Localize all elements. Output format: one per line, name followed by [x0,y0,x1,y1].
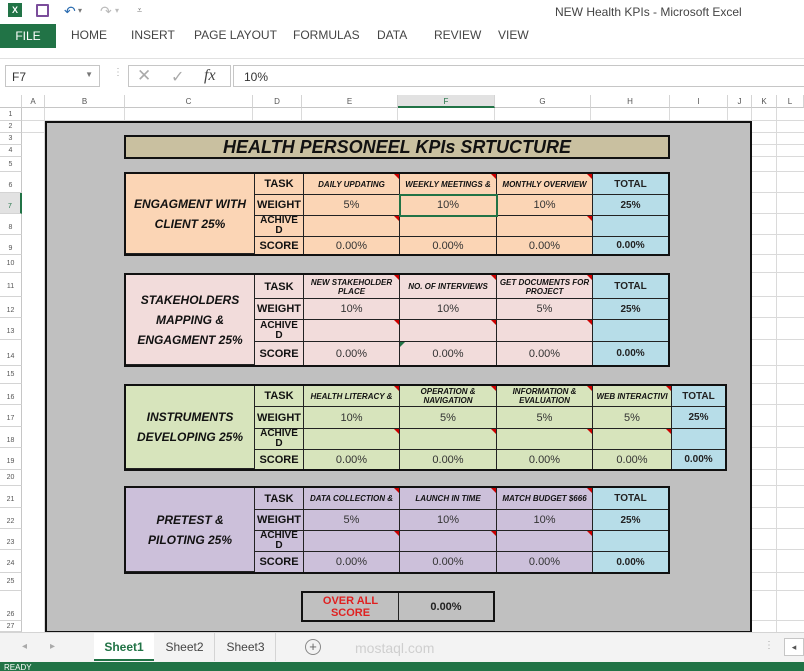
insert-function-icon[interactable]: fx [204,67,216,84]
weight-label[interactable]: WEIGHT [255,407,304,429]
comment-indicator-icon[interactable] [587,320,592,325]
total-score-cell[interactable]: 0.00% [672,450,725,469]
section-title[interactable]: STAKEHOLDERS MAPPING & ENGAGMENT 25% [126,275,255,365]
gridline [752,383,804,384]
score-cell[interactable]: 0.00% [304,450,400,469]
redo-icon[interactable]: ↷ [100,3,112,19]
name-box[interactable] [5,65,100,87]
achived-cell[interactable] [304,320,400,342]
select-all-corner[interactable] [0,95,22,108]
comment-indicator-icon[interactable] [491,275,496,280]
achived-cell[interactable] [400,320,497,342]
comment-indicator-icon[interactable] [491,429,496,434]
task-cell[interactable] [497,275,593,299]
score-cell[interactable]: 0.00% [400,237,497,254]
window-title: NEW Health KPIs - Microsoft Excel [555,5,742,19]
comment-indicator-icon[interactable] [587,386,592,391]
comment-indicator-icon[interactable] [587,488,592,493]
gridline [752,171,804,172]
comment-indicator-icon[interactable] [491,488,496,493]
task-name: HEALTH LITERACY & [310,391,393,401]
section-title[interactable]: INSTRUMENTS DEVELOPING 25% [126,386,255,469]
col-header-a[interactable]: A [22,95,45,108]
scroll-right-icon[interactable]: ▸ [50,641,56,652]
gridline [776,108,777,632]
section-stakeholders-mapping [124,273,670,367]
gridline [752,485,804,486]
tab-review[interactable]: REVIEW [434,28,482,42]
weight-cell[interactable]: 5% [593,407,672,429]
undo-icon[interactable]: ↶ [64,3,76,19]
task-cell[interactable] [304,174,400,195]
total-label[interactable]: TOTAL [593,174,668,195]
task-cell[interactable] [497,488,593,510]
tab-file[interactable]: FILE [0,24,56,48]
weight-cell[interactable]: 10% [497,510,593,531]
col-header-e[interactable]: E [302,95,398,108]
tab-data[interactable]: DATA [377,28,408,42]
achived-cell[interactable] [304,429,400,450]
row-header-2[interactable]: 2 [0,121,22,133]
section-title[interactable]: PRETEST & PILOTING 25% [126,488,255,572]
task-name: NO. OF INTERVIEWS [408,282,488,291]
task-name: OPERATION & NAVIGATION [420,387,476,405]
gridline [752,296,804,297]
tab-formulas[interactable]: FORMULAS [293,28,360,42]
row-header-22[interactable]: 22 [0,508,22,529]
comment-indicator-icon[interactable] [587,531,592,536]
row-header-14[interactable]: 14 [0,340,22,366]
col-header-g[interactable]: G [495,95,591,108]
comment-indicator-icon[interactable] [491,320,496,325]
total-weight-cell[interactable]: 25% [593,195,668,216]
weight-label[interactable]: WEIGHT [255,510,304,531]
score-cell[interactable]: 0.00% [400,450,497,469]
comment-indicator-icon[interactable] [491,531,496,536]
row-header-17[interactable]: 17 [0,405,22,427]
gridline [752,426,804,427]
task-cell[interactable] [400,174,497,195]
task-cell[interactable] [400,386,497,407]
comment-indicator-icon[interactable] [394,429,399,434]
gridline [752,156,804,157]
task-name: GET DOCUMENTS FOR PROJECT [499,277,590,296]
task-cell[interactable] [400,488,497,510]
achived-cell[interactable] [304,216,400,237]
more-icon: ⋮ [764,640,774,651]
overall-score-value[interactable]: 0.00% [430,600,462,613]
score-label[interactable]: SCORE [255,237,304,254]
weight-cell[interactable]: 5% [497,407,593,429]
achived-cell[interactable] [497,216,593,237]
comment-indicator-icon[interactable] [666,386,671,391]
achived-label[interactable]: ACHIVE D [255,216,304,237]
tab-home[interactable]: HOME [71,28,107,42]
task-label[interactable]: TASK [255,174,304,195]
task-name: DAILY UPDATING [318,179,385,189]
row-header-6[interactable]: 6 [0,172,22,193]
section-pretest-piloting [124,486,670,574]
gridline [752,365,804,366]
gridline [752,447,804,448]
comment-indicator-icon[interactable] [491,386,496,391]
comment-indicator-icon[interactable] [394,275,399,280]
task-name: NEW STAKEHOLDER PLACE [310,277,393,296]
task-name: MATCH BUDGET $666 [502,494,587,503]
total-score-cell[interactable]: 0.00% [593,342,668,365]
score-value: 0.00% [432,347,464,360]
comment-indicator-icon[interactable] [394,320,399,325]
redo-dropdown-icon[interactable]: ▾ [115,6,120,15]
score-cell[interactable]: 0.00% [497,552,593,572]
col-header-h[interactable]: H [591,95,670,108]
task-name: WEB INTERACTIVI [596,391,668,401]
row-header-11[interactable]: 11 [0,273,22,297]
score-cell[interactable]: 0.00% [497,342,593,365]
task-name: DATA COLLECTION & [310,494,393,503]
weight-cell[interactable]: 10% [400,195,497,216]
task-name: INFORMATION & EVALUATION [512,387,577,405]
task-cell[interactable] [304,275,400,299]
achived-cell[interactable] [497,429,593,450]
watermark-text: mostaql.com [355,640,435,656]
col-header-b[interactable]: B [45,95,125,108]
score-cell[interactable] [400,342,497,365]
score-cell[interactable]: 0.00% [593,450,672,469]
ribbon-tabs [0,24,804,48]
formula-input[interactable]: 10% [233,65,804,87]
score-cell[interactable]: 0.00% [497,237,593,254]
total-label[interactable]: TOTAL [593,275,668,299]
sheet-tab-sheet2[interactable]: Sheet2 [155,633,215,661]
excel-logo-icon[interactable]: X [8,3,22,17]
gridline [752,132,804,133]
row-header-18[interactable]: 18 [0,427,22,448]
comment-indicator-icon[interactable] [491,174,496,179]
total-achived-cell[interactable] [593,320,668,342]
weight-cell[interactable]: 5% [400,407,497,429]
col-header-c[interactable]: C [125,95,253,108]
gridline [752,213,804,214]
task-cell[interactable] [400,275,497,299]
hscroll-left-button[interactable]: ◂ [784,638,804,656]
total-achived-cell[interactable] [672,429,725,450]
weight-cell[interactable]: 10% [304,299,400,320]
title-bar [0,0,804,24]
task-name: WEEKLY MEETINGS & [405,179,491,189]
comment-indicator-icon[interactable] [394,174,399,179]
achived-cell[interactable] [593,429,672,450]
row-header-1[interactable]: 1 [0,108,22,121]
score-cell[interactable]: 0.00% [400,552,497,572]
gridline [752,404,804,405]
row-header-25[interactable]: 25 [0,573,22,591]
row-header-8[interactable]: 8 [0,214,22,235]
col-header-f[interactable]: F [398,95,495,108]
total-label[interactable]: TOTAL [593,488,668,510]
weight-cell[interactable]: 10% [304,407,400,429]
row-header-20[interactable]: 20 [0,470,22,486]
gridline [752,528,804,529]
gridline [752,254,804,255]
total-achived-cell[interactable] [593,216,668,237]
gridline [22,132,45,133]
status-text: READY [4,663,32,671]
achived-label[interactable]: ACHIVE D [255,320,304,342]
total-label[interactable]: TOTAL [672,386,725,407]
comment-indicator-icon[interactable] [587,174,592,179]
row-header-3[interactable]: 3 [0,133,22,145]
name-box-value: F7 [12,70,27,84]
achived-label[interactable]: ACHIVE D [255,531,304,552]
row-header-13[interactable]: 13 [0,318,22,340]
undo-dropdown-icon[interactable]: ▾ [78,6,83,15]
col-header-k[interactable]: K [752,95,777,108]
total-score-cell[interactable]: 0.00% [593,237,668,254]
comment-indicator-icon[interactable] [394,488,399,493]
chevron-down-icon[interactable]: ▼ [85,70,93,79]
error-indicator-icon[interactable] [400,342,405,347]
score-label[interactable]: SCORE [255,342,304,365]
overall-score-box [301,591,495,622]
gridline [752,339,804,340]
row-header-12[interactable]: 12 [0,297,22,318]
score-label[interactable]: SCORE [255,552,304,572]
score-label[interactable]: SCORE [255,450,304,469]
section-title[interactable]: ENGAGMENT WITH CLIENT 25% [126,174,255,254]
save-icon[interactable] [36,4,49,17]
gridline [752,272,804,273]
achived-label[interactable]: ACHIVE D [255,429,304,450]
gridline [752,469,804,470]
weight-cell[interactable]: 5% [497,299,593,320]
task-label[interactable]: TASK [255,386,304,407]
weight-cell[interactable]: 10% [497,195,593,216]
weight-cell[interactable]: 10% [400,510,497,531]
comment-indicator-icon[interactable] [587,216,592,221]
row-header-15[interactable]: 15 [0,366,22,384]
row-header-7[interactable]: 7 [0,193,22,214]
gridline [752,590,804,591]
total-weight-cell[interactable]: 25% [672,407,725,429]
row-header-10[interactable]: 10 [0,255,22,273]
section-instruments-developing [124,384,727,471]
task-cell[interactable] [497,386,593,407]
task-name: LAUNCH IN TIME [415,494,481,503]
achived-cell[interactable] [400,429,497,450]
row-header-4[interactable]: 4 [0,145,22,157]
row-header-21[interactable]: 21 [0,486,22,508]
tab-view[interactable]: VIEW [498,28,529,42]
score-cell[interactable]: 0.00% [304,342,400,365]
gridline [752,144,804,145]
task-cell[interactable] [593,386,672,407]
task-cell[interactable] [304,386,400,407]
row-header-5[interactable]: 5 [0,157,22,172]
section-engagement-with-client [124,172,670,256]
more-icon: ⋮ [113,67,123,78]
customize-toolbar-icon[interactable]: ⩡ [137,5,143,15]
row-header-16[interactable]: 16 [0,384,22,405]
weight-cell[interactable]: 10% [400,299,497,320]
kpi-structure-title[interactable]: HEALTH PERSONEEL KPIs SRTUCTURE [124,135,670,159]
task-cell[interactable] [304,488,400,510]
row-header-23[interactable]: 23 [0,529,22,550]
total-weight-cell[interactable]: 25% [593,510,668,531]
task-name: MONTHLY OVERVIEW [502,179,587,189]
col-header-d[interactable]: D [253,95,302,108]
gridline [752,234,804,235]
col-header-l[interactable]: L [777,95,804,108]
gridline [752,549,804,550]
sheet-tab-sheet3[interactable]: Sheet3 [216,633,276,661]
total-weight-cell[interactable]: 25% [593,299,668,320]
gridline [752,317,804,318]
achived-cell[interactable] [497,320,593,342]
score-cell[interactable]: 0.00% [497,450,593,469]
comment-indicator-icon[interactable] [394,531,399,536]
row-header-9[interactable]: 9 [0,235,22,255]
row-header-19[interactable]: 19 [0,448,22,470]
gridline [752,620,804,621]
comment-indicator-icon[interactable] [666,429,671,434]
comment-indicator-icon[interactable] [587,429,592,434]
achived-cell[interactable] [304,531,400,552]
gridline [752,572,804,573]
comment-indicator-icon[interactable] [394,386,399,391]
task-label[interactable]: TASK [255,488,304,510]
scroll-left-icon[interactable]: ◂ [22,641,28,652]
selected-cell-f7[interactable] [399,194,498,217]
sheet-tab-bar [0,632,804,662]
row-header-27[interactable]: 27 [0,621,22,632]
achived-cell[interactable] [400,216,497,237]
row-header-26[interactable]: 26 [0,591,22,621]
score-cell[interactable]: 0.00% [304,237,400,254]
total-score-cell[interactable]: 0.00% [593,552,668,572]
achived-cell[interactable] [497,531,593,552]
new-sheet-button[interactable]: + [305,639,321,655]
task-cell[interactable] [497,174,593,195]
gridline [752,192,804,193]
row-header-24[interactable]: 24 [0,550,22,573]
overall-score-label[interactable]: OVER ALL SCORE [303,593,399,620]
cancel-icon[interactable]: ✕ [137,66,152,85]
status-bar [0,662,804,671]
score-cell[interactable]: 0.00% [304,552,400,572]
weight-cell[interactable]: 5% [304,510,400,531]
tab-page-layout[interactable]: PAGE LAYOUT [194,28,277,42]
formula-buttons [128,65,231,87]
col-header-i[interactable]: I [670,95,728,108]
achived-cell[interactable] [400,531,497,552]
col-header-j[interactable]: J [728,95,752,108]
formula-bar [0,58,804,92]
tab-insert[interactable]: INSERT [131,28,175,42]
weight-label[interactable]: WEIGHT [255,195,304,216]
sheet-tab-sheet1[interactable]: Sheet1 [94,633,154,661]
weight-cell[interactable]: 5% [304,195,400,216]
enter-icon[interactable]: ✓ [171,69,185,86]
total-achived-cell[interactable] [593,531,668,552]
gridline [752,507,804,508]
comment-indicator-icon[interactable] [587,275,592,280]
task-label[interactable]: TASK [255,275,304,299]
weight-label[interactable]: WEIGHT [255,299,304,320]
